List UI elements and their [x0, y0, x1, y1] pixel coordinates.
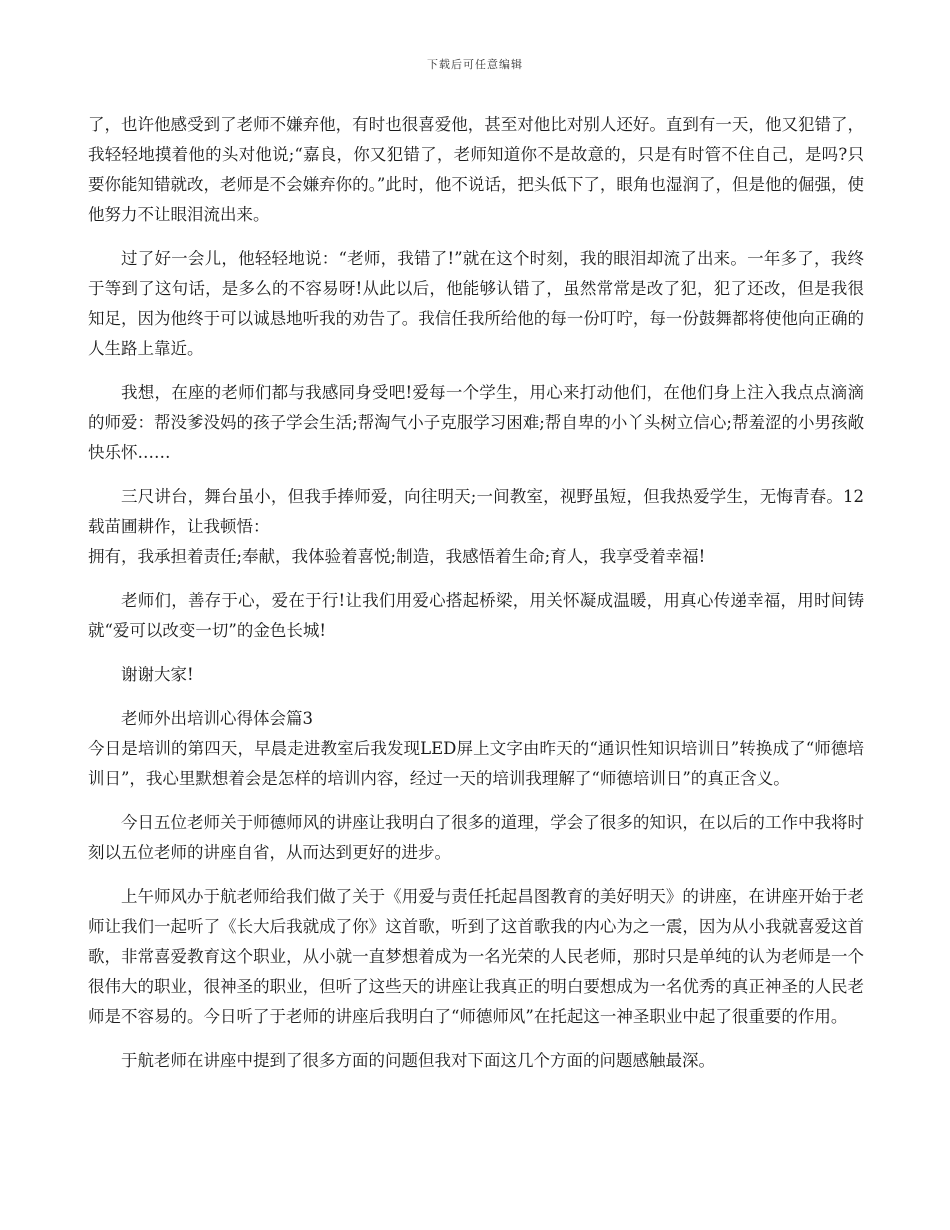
paragraph: 过了好一会儿，他轻轻地说：“老师，我错了!”就在这个时刻，我的眼泪却流了出来。一年多了，我终于等到了这句话，是多么的不容易呀!从此以后，他能够认错了，虽然常常是改了犯，犯了还改，但是我很知足，因为他终于可以诚恳地听我的劝告了。我信任我所给他的每一份叮咛，每一份鼓舞都将使他向正确的人生路上靠近。 [88, 249, 864, 358]
section-heading: 老师外出培训心得体会篇3 [121, 709, 313, 728]
page-header: 下载后可任意编辑 [427, 58, 523, 71]
paragraph: 三尺讲台，舞台虽小，但我手捧师爱，向往明天;一间教室，视野虽短，但我热爱学生，无悔青春。12载苗圃耕作，让我顿悟： [88, 487, 864, 536]
paragraph: 谢谢大家! [121, 665, 194, 684]
document-body [88, 110, 864, 1090]
paragraph: 上午师风办于航老师给我们做了关于《用爱与责任托起昌图教育的美好明天》的讲座，在讲座开始于老师让我们一起听了《长大后我就成了你》这首歌，听到了这首歌我的内心为之一震，因为从小我就喜爱这首歌，非常喜爱教育这个职业，从小就一直梦想着成为一名光荣的人民老师，那时只是单纯的认为老师是一个很伟大的职业，很神圣的职业，但听了这些天的讲座让我真正的明白要想成为一名优秀的真正神圣的人民老师是不容易的。今日听了于老师的讲座后我明白了“师德师风”在托起这一神圣职业中起了很重要的作用。 [88, 887, 864, 1026]
paragraph: 老师们，善存于心，爱在于行!让我们用爱心搭起桥梁，用关怀凝成温暖，用真心传递幸福，用时间铸就“爱可以改变一切”的金色长城! [88, 591, 864, 640]
paragraph: 于航老师在讲座中提到了很多方面的问题但我对下面这几个方面的问题感触最深。 [121, 1051, 715, 1070]
paragraph-line: 今日是培训的第四天，早晨走进教室后我发现LED屏上文字由昨天的“通识性知识培训日”转换成了“师德培训日”，我心里默想着会是怎样的培训内容，经过一天的培训我理解了“师德培训日”的真正含义。 [88, 739, 864, 788]
paragraph-line: 拥有，我承担着责任;奉献，我体验着喜悦;制造，我感悟着生命;育人，我享受着幸福! [88, 547, 706, 566]
paragraph-continuation: 了，也许他感受到了老师不嫌弃他，有时也很喜爱他，甚至对他比对别人还好。直到有一天，他又犯错了，我轻轻地摸着他的头对他说;“嘉良，你又犯错了，老师知道你不是故意的，只是有时管不住自己，是吗?只要你能知错就改，老师是不会嫌弃你的。”此时，他不说话，把头低下了，眼角也湿润了，但是他的倔强，使他努力不让眼泪流出来。 [88, 115, 864, 224]
paragraph: 今日五位老师关于师德师风的讲座让我明白了很多的道理，学会了很多的知识，在以后的工作中我将时刻以五位老师的讲座自省，从而达到更好的进步。 [88, 813, 864, 862]
paragraph: 我想，在座的老师们都与我感同身受吧!爱每一个学生，用心来打动他们，在他们身上注入我点点滴滴的师爱：帮没爹没妈的孩子学会生活;帮淘气小子克服学习困难;帮自卑的小丫头树立信心;帮羞涩的小男孩敞快乐怀…… [88, 383, 864, 462]
